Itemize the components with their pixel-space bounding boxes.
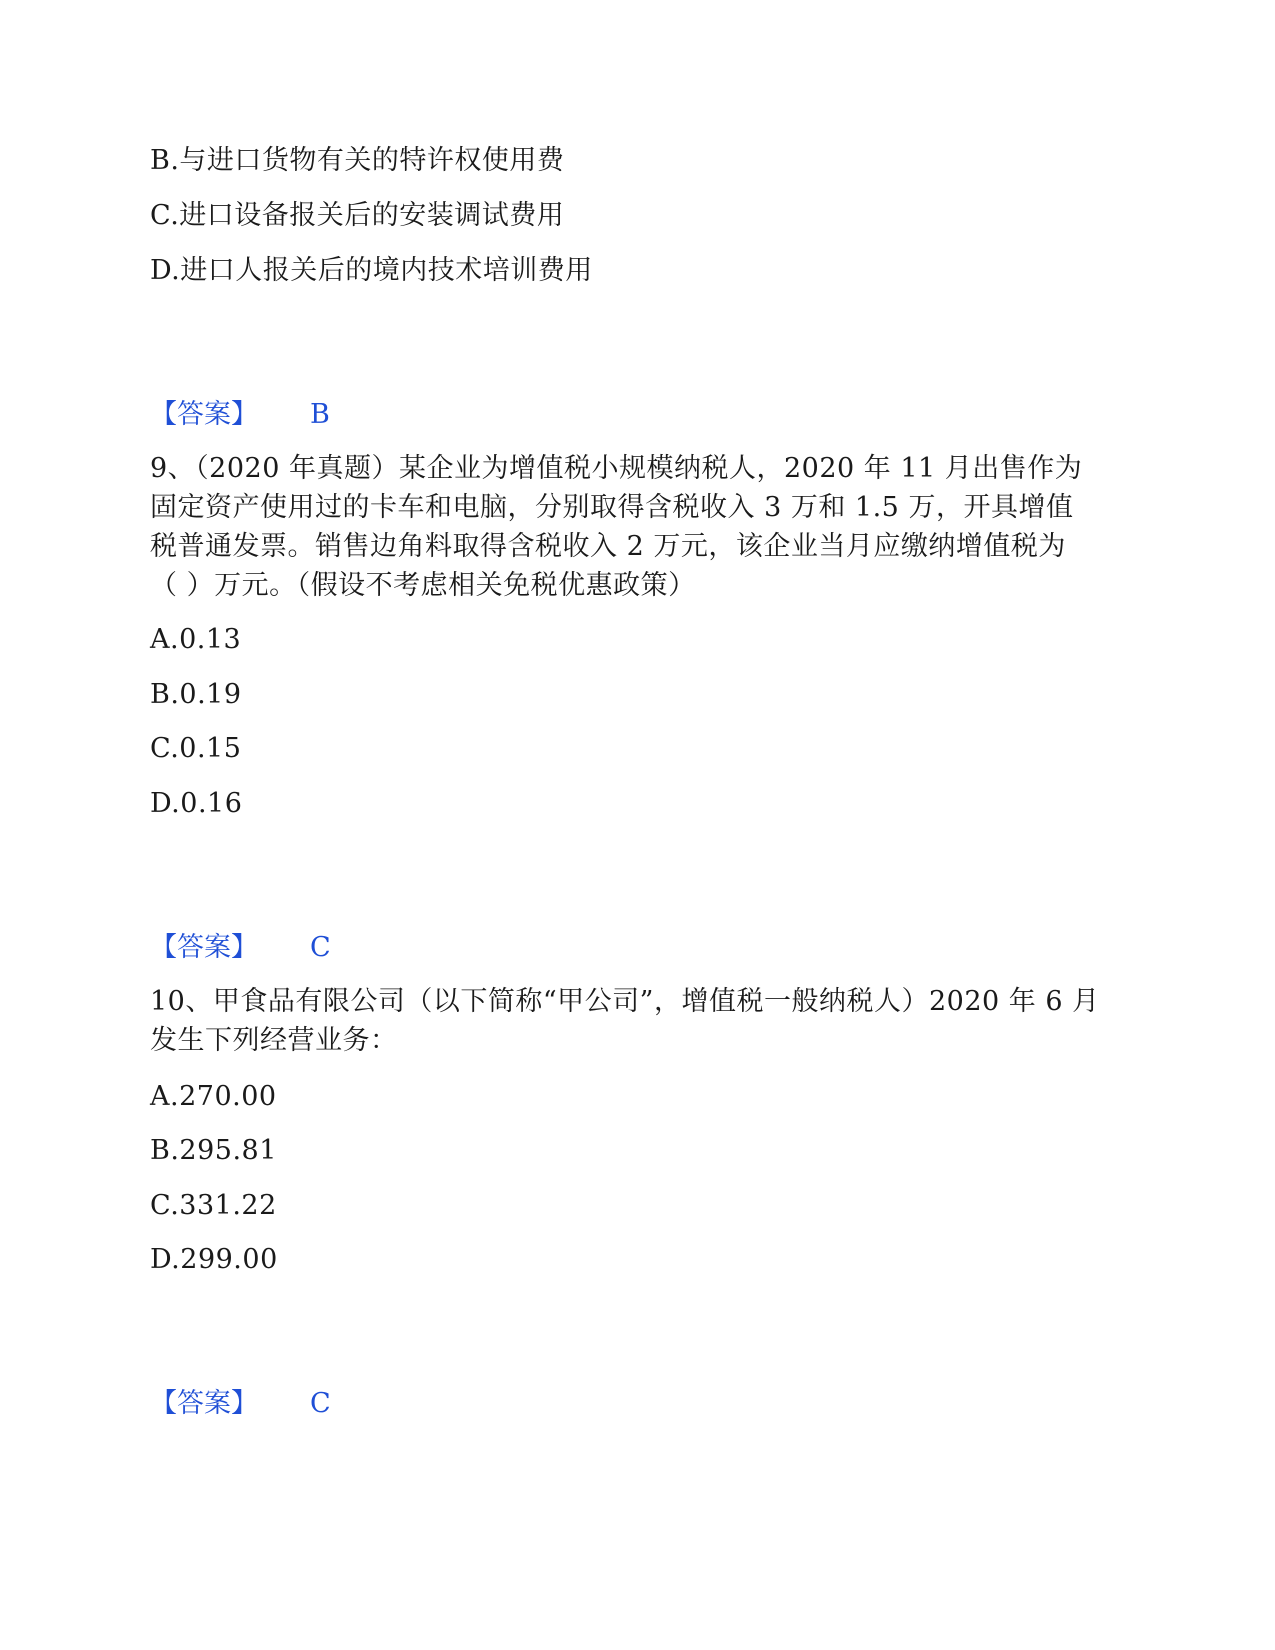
answer-label: 【答案】 xyxy=(150,399,258,430)
q10-stem-line-2: 发生下列经营业务： xyxy=(150,1025,398,1056)
q9-stem-line-1: 9、（2020 年真题）某企业为增值税小规模纳税人，2020 年 11 月出售作为 xyxy=(150,453,1083,484)
answer-value: C xyxy=(310,932,331,963)
option-d-prev: D.进口人报关后的境内技术培训费用 xyxy=(150,255,593,286)
q9-stem-line-2: 固定资产使用过的卡车和电脑，分别取得含税收入 3 万和 1.5 万，开具增值 xyxy=(150,492,1074,523)
answer-value: C xyxy=(310,1388,331,1419)
answer-label: 【答案】 xyxy=(150,932,258,963)
q10-option-d: D.299.00 xyxy=(150,1244,278,1275)
option-c-prev: C.进口设备报关后的安装调试费用 xyxy=(150,200,565,231)
q10-option-a: A.270.00 xyxy=(150,1081,277,1112)
option-b-prev: B.与进口货物有关的特许权使用费 xyxy=(150,145,565,176)
q10-stem-line-1: 10、甲食品有限公司（以下简称“甲公司”，增值税一般纳税人）2020 年 6 月 xyxy=(150,986,1100,1017)
q9-option-c: C.0.15 xyxy=(150,733,242,764)
q10-option-b: B.295.81 xyxy=(150,1135,277,1166)
answer-value: B xyxy=(310,399,330,430)
answer-10 xyxy=(150,1384,331,1424)
answer-label: 【答案】 xyxy=(150,1388,258,1419)
q9-option-a: A.0.13 xyxy=(150,624,242,655)
q9-option-b: B.0.19 xyxy=(150,679,242,710)
q10-option-c: C.331.22 xyxy=(150,1190,277,1221)
q9-stem-line-4: （ ）万元。（假设不考虑相关免税优惠政策） xyxy=(150,570,696,601)
answer-8 xyxy=(150,395,330,435)
answer-9 xyxy=(150,928,331,968)
q9-option-d: D.0.16 xyxy=(150,788,243,819)
q9-stem-line-3: 税普通发票。销售边角料取得含税收入 2 万元，该企业当月应缴纳增值税为 xyxy=(150,531,1066,562)
